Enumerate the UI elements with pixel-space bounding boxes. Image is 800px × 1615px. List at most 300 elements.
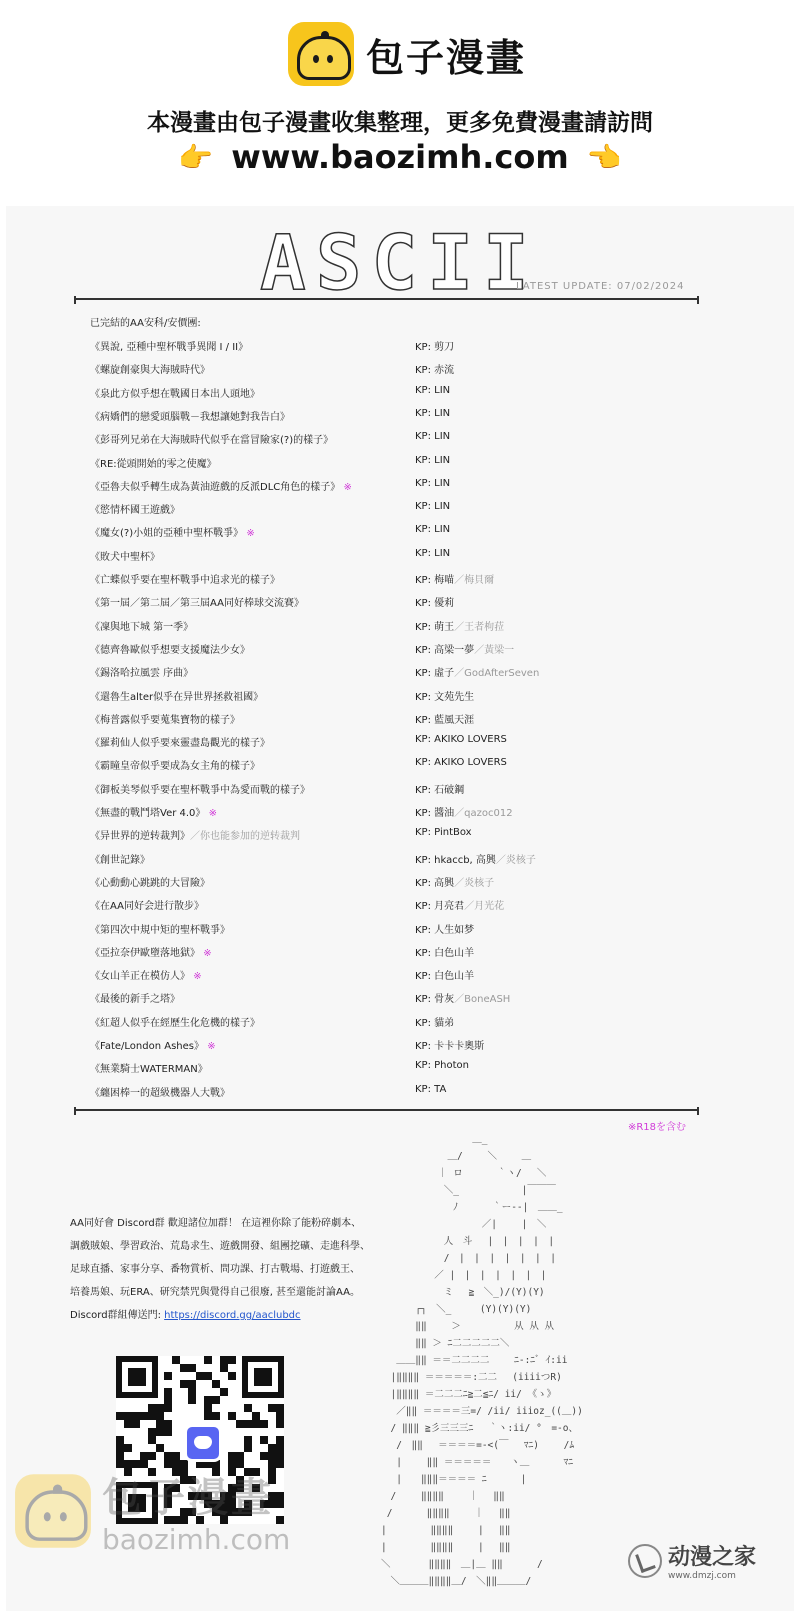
entry-title (90, 1014, 260, 1029)
entry-kp (415, 1014, 454, 1029)
ascii-title: ASCII (260, 218, 539, 307)
entry-title-text: 《螺旋創豪與大海賊時代》 (90, 365, 210, 377)
entry-kp (415, 594, 454, 609)
pointing-left-icon: 👈 (586, 140, 622, 174)
ascii-art-text (381, 1134, 583, 1587)
ascii-art-line: / ‖‖‖‖ ｜ ‖‖ (381, 1491, 505, 1502)
qr-module (156, 1404, 164, 1412)
entry-kp (415, 664, 539, 679)
watermark-bun-icon (15, 1474, 91, 1548)
entry-kp-text: KP: 萌王 (415, 621, 455, 633)
entry-title-text: 《紅超人似乎在經歷生化危機的樣子》 (90, 1017, 260, 1029)
entry-kp (415, 827, 472, 838)
entry-title-text: 《第四次中規中矩的聖杯戰爭》 (90, 924, 230, 936)
qr-module (132, 1420, 140, 1428)
latest-update: LATEST UPDATE: 07/02/2024 (516, 281, 685, 292)
entry-kp-extra: ／GodAfterSeven (454, 668, 540, 680)
qr-module (212, 1380, 220, 1388)
entry-kp-text: KP: 石破鋼 (415, 784, 465, 796)
r18-mark: ※ (343, 481, 352, 493)
entry-row[interactable] (90, 1060, 690, 1080)
qr-module (220, 1388, 228, 1396)
qr-module (276, 1404, 284, 1412)
entry-row[interactable] (90, 385, 690, 405)
watermark-url: baozimh.com (102, 1523, 291, 1556)
entry-title-text: 《御板美琴似乎要在聖杯戰爭中為愛而戰的樣子》 (90, 784, 310, 796)
corner-url: www.dmzj.com (668, 1571, 736, 1581)
entry-kp (415, 897, 504, 912)
entry-title-text: 《在AA同好会进行散步》 (90, 901, 204, 913)
entry-kp (415, 967, 474, 982)
entry-row[interactable] (90, 1037, 690, 1057)
site-notice: 本漫畫由包子漫畫收集整理，更多免費漫畫請訪問 (147, 110, 653, 136)
ascii-art-line: |‖‖‖‖ ＝二二二ﾆ≧二≦ﾆ/ ii/ 《ゝ》 (381, 1389, 557, 1400)
entry-title-text: 《异世界的逆转裁判》 (90, 831, 190, 843)
entry-title (90, 1060, 208, 1075)
qr-module (276, 1444, 284, 1452)
entry-row[interactable] (90, 501, 690, 521)
entry-kp (415, 455, 450, 466)
entry-title (90, 431, 333, 446)
qr-module (212, 1396, 220, 1404)
qr-module (164, 1396, 172, 1404)
entry-kp (415, 851, 536, 866)
entry-kp-extra: ／黃梁一 (474, 644, 515, 656)
qr-module (236, 1452, 244, 1460)
entry-title-text: 《心動動心跳跳的大冒險》 (90, 877, 210, 889)
qr-module (244, 1420, 252, 1428)
ascii-art-line: | ‖‖‖＝＝＝＝ ﾆ | (381, 1474, 527, 1485)
site-url-row (0, 138, 800, 176)
entry-kp (415, 711, 474, 726)
entry-kp (415, 757, 507, 768)
entry-row[interactable] (90, 478, 690, 498)
qr-module (204, 1356, 212, 1364)
entry-kp (415, 408, 450, 419)
entry-kp-text: KP: 藍風天涯 (415, 714, 475, 726)
entry-kp-text: KP: LIN (415, 431, 451, 443)
entry-title (90, 1084, 230, 1099)
ascii-art-line: | ‖‖‖‖ | ‖‖ (381, 1542, 511, 1553)
entry-kp (415, 990, 510, 1005)
entry-kp (415, 501, 450, 512)
r18-mark: ※ (203, 947, 212, 959)
entry-kp-extra: ／炎核子 (495, 854, 536, 866)
entry-row[interactable] (90, 618, 690, 638)
entry-kp-text: KP: LIN (415, 407, 451, 419)
qr-module (156, 1420, 164, 1428)
entry-title-text: 《RE:從頭開始的零之使魔》 (90, 458, 217, 470)
entry-kp (415, 431, 450, 442)
qr-module (204, 1412, 212, 1420)
qr-module (148, 1452, 156, 1460)
entry-kp (415, 478, 450, 489)
qr-module (156, 1428, 164, 1436)
entry-kp (415, 338, 454, 353)
entry-title (90, 874, 210, 889)
entry-kp-extra: ／梅貝爾 (454, 575, 495, 586)
entry-title-extra: ／你也能参加的逆转裁判 (190, 831, 300, 843)
entry-row[interactable] (90, 1084, 690, 1104)
qr-module (276, 1436, 284, 1444)
entry-title-text: 《創世記錄》 (90, 854, 150, 866)
entry-kp (415, 804, 513, 819)
corner-watermark (628, 1540, 756, 1581)
ascii-art-line: ／ | | | | | | | (381, 1270, 547, 1281)
entry-kp (415, 921, 474, 936)
entry-kp-text: KP: 月亮君 (415, 901, 465, 913)
ascii-art-line: ミ ≧ ＼_)/(Y)(Y) (381, 1287, 545, 1298)
entry-row[interactable] (90, 548, 690, 568)
entry-title (90, 944, 212, 959)
entry-title (90, 548, 160, 563)
entry-title-text: 《泉此方似乎想在戰國日本出人頭地》 (90, 388, 260, 400)
qr-module (260, 1436, 268, 1444)
entry-kp-text: KP: 梅喵 (415, 575, 455, 586)
entry-row[interactable] (90, 338, 690, 358)
entry-kp-text: KP: LIN (415, 524, 451, 536)
qr-module (164, 1420, 172, 1428)
entry-title (90, 455, 217, 470)
entry-title-text: 《凜與地下城 第一季》 (90, 621, 194, 633)
qr-module (124, 1412, 132, 1420)
entry-title-text: 《梅普露似乎要蒐集寶物的樣子》 (90, 714, 240, 726)
entry-title-text: 《Fate/London Ashes》 (90, 1041, 204, 1052)
entry-row[interactable] (90, 921, 690, 941)
entry-kp (415, 641, 514, 656)
entry-kp (415, 1060, 469, 1071)
entry-kp-text: KP: 剪刀 (415, 342, 455, 353)
entry-title-text: 《敗犬中聖杯》 (90, 551, 160, 563)
entry-title (90, 781, 310, 796)
qr-module (132, 1412, 140, 1420)
entry-title-text: 《最後的新手之塔》 (90, 994, 180, 1006)
ascii-art-line: | ‖‖ ＝＝＝＝＝ ヽ＿ ﾏﾆ (381, 1457, 574, 1468)
bun-mascot-icon (288, 22, 354, 86)
top-divider (74, 298, 699, 300)
content-panel (6, 206, 794, 1611)
entry-title (90, 524, 255, 539)
ascii-art-line: ＼ ‖‖‖‖ ＿|＿ ‖‖ / (381, 1559, 543, 1570)
entry-kp-text: KP: LIN (415, 501, 451, 513)
entry-kp (415, 524, 450, 535)
entry-kp-text: KP: hkaccb, 高興 (415, 854, 496, 866)
qr-module (180, 1364, 188, 1372)
qr-module (188, 1364, 196, 1372)
entry-row[interactable] (90, 1014, 690, 1034)
qr-module (252, 1412, 260, 1420)
entry-row[interactable] (90, 781, 690, 801)
entry-kp (415, 688, 474, 703)
qr-module (140, 1452, 148, 1460)
pointing-right-icon: 👉 (178, 140, 214, 174)
entry-row[interactable] (90, 944, 690, 964)
entry-row[interactable] (90, 361, 690, 381)
entry-row[interactable] (90, 804, 690, 824)
entry-kp-text: KP: LIN (415, 547, 451, 559)
r18-mark: ※ (207, 1041, 216, 1052)
entry-title (90, 571, 280, 586)
entry-kp (415, 874, 494, 889)
entry-title-text: 《女山羊正在模仿人》 (90, 971, 190, 983)
entry-kp-text: KP: AKIKO LOVERS (415, 757, 507, 769)
entry-title (90, 594, 304, 609)
entry-title (90, 408, 290, 423)
ascii-art-line: |‖‖‖‖ ＝＝＝＝＝:二二 (iiiiつR) (381, 1372, 562, 1383)
entry-row[interactable] (90, 897, 690, 917)
entry-kp (415, 734, 507, 745)
qr-module (140, 1412, 148, 1420)
qr-module (164, 1452, 172, 1460)
entry-kp-text: KP: 虛子 (415, 668, 455, 680)
qr-module (188, 1388, 196, 1396)
entry-kp-text: KP: AKIKO LOVERS (415, 734, 507, 746)
qr-module (124, 1420, 132, 1428)
entry-title (90, 688, 263, 703)
entry-title (90, 641, 250, 656)
discord-line: 調戲賊娘、學習政治、荒島求生、遊戲開發、組團挖礦、走進科學、 (70, 1241, 370, 1252)
qr-module (268, 1452, 276, 1460)
entry-row[interactable] (90, 827, 690, 847)
entry-row[interactable] (90, 734, 690, 754)
ascii-art-line: ‖‖ ＞ ﾆ二二二二二＼ (381, 1338, 510, 1349)
entry-title (90, 478, 352, 493)
entry-title-text: 《亞魯夫似乎轉生成為黃油遊戲的反派DLC角色的樣子》 (90, 481, 341, 493)
qr-module (116, 1412, 124, 1420)
entry-row[interactable] (90, 967, 690, 987)
brand-name: 包子漫畫 (366, 35, 527, 80)
entry-title-text: 《羅莉仙人似乎要來靈盡島觀光的樣子》 (90, 738, 270, 750)
entry-kp-text: KP: 骨灰 (415, 994, 455, 1006)
discord-line: 足球直播、家事分享、番物賞析、問功課、打古戰場、打遊戲王、 (70, 1264, 360, 1275)
entry-row[interactable] (90, 851, 690, 871)
entry-row[interactable] (90, 408, 690, 428)
entry-title (90, 921, 230, 936)
ascii-art-line: ＿_ (381, 1134, 488, 1145)
ascii-art-line: / ‖‖‖ ≧彡三三三ﾆ ｀ヽ:ii/ ° =-o、 (381, 1423, 578, 1434)
entry-row[interactable] (90, 431, 690, 451)
entry-kp-extra: ／炎核子 (454, 877, 495, 889)
entry-kp-text: KP: 優莉 (415, 598, 455, 610)
watermark-name: 包子漫畫 (102, 1475, 274, 1521)
qr-module (268, 1404, 276, 1412)
entry-kp-text: KP: LIN (415, 477, 451, 489)
qr-module (228, 1356, 236, 1364)
corner-name: 动漫之家 (668, 1545, 757, 1570)
entry-title (90, 990, 180, 1005)
qr-finder (242, 1356, 284, 1398)
entry-row[interactable] (90, 524, 690, 544)
site-header (0, 0, 800, 202)
qr-module (276, 1452, 284, 1460)
entry-row[interactable] (90, 455, 690, 475)
watermark (20, 1466, 290, 1556)
qr-module (236, 1420, 244, 1428)
entry-title-text: 《慾情杯國王遊戲》 (90, 505, 180, 517)
ascii-art-line: ＼＿＿＿‖‖‖‖＿/ ＼‖‖＿＿＿/ (381, 1576, 532, 1587)
entry-title (90, 1037, 216, 1052)
qr-module (164, 1372, 172, 1380)
entry-title (90, 827, 300, 842)
ascii-art-line: / ‖‖ ＝＝＝＝=-<(￣ ﾏﾆ) /ﾑ (381, 1440, 575, 1451)
ascii-art-line: ┌┐ ＼_ (Y)(Y)(Y) (381, 1304, 532, 1315)
entry-kp-text: KP: 人生如梦 (415, 924, 475, 936)
entry-title-text: 《德齊魯歐似乎想要支援魔法少女》 (90, 644, 250, 656)
qr-module (180, 1380, 188, 1388)
entry-kp-text: KP: TA (415, 1083, 447, 1095)
entry-title-text: 《異說, 亞種中聖杯戰爭異聞 I / II》 (90, 342, 249, 353)
ascii-art-illustration (381, 1128, 691, 1598)
qr-module (228, 1412, 236, 1420)
qr-module (148, 1412, 156, 1420)
ascii-art-line: / ‖‖‖‖ ｜ ‖‖ (381, 1508, 511, 1519)
entry-title (90, 897, 204, 912)
qr-module (148, 1428, 156, 1436)
entry-kp-text: KP: 白色山羊 (415, 947, 475, 959)
qr-module (276, 1420, 284, 1428)
qr-module (164, 1388, 172, 1396)
entry-kp (415, 548, 450, 559)
entry-kp-text: KP: Photon (415, 1060, 469, 1072)
entry-title (90, 618, 193, 633)
entry-kp-text: KP: 高興 (415, 877, 455, 889)
ascii-art-line: ／‖‖ ＝＝＝＝三=/ /ii/ iiioz_((＿)) (381, 1406, 583, 1417)
entry-kp (415, 1037, 484, 1052)
qr-module (196, 1372, 204, 1380)
r18-mark: ※ (193, 971, 202, 983)
qr-module (156, 1444, 164, 1452)
entry-title-text: 《亞拉奈伊歐墮落地獄》 (90, 947, 200, 959)
qr-module (260, 1420, 268, 1428)
discord-line: 培養馬娘、玩ERA、研究禁咒與覺得自己很廢, 甚至還能討論AA。 (70, 1287, 361, 1298)
entry-title-text: 《第一屆／第二屆／第三屆AA同好棒球交流賽》 (90, 598, 304, 610)
entry-row[interactable] (90, 571, 690, 591)
qr-module (172, 1452, 180, 1460)
entry-title-text: 《纏困棒一的超級機器人大戰》 (90, 1087, 230, 1099)
entry-kp-text: KP: 白色山羊 (415, 971, 475, 983)
entry-row[interactable] (90, 874, 690, 894)
qr-module (228, 1452, 236, 1460)
qr-module (204, 1404, 212, 1412)
entry-row[interactable] (90, 757, 690, 777)
entry-kp (415, 1084, 446, 1095)
entry-kp-text: KP: LIN (415, 454, 451, 466)
entry-title-text: 《病嬌們的戀愛頭腦戰－我想讓她對我告白》 (90, 411, 290, 423)
qr-module (124, 1444, 132, 1452)
entry-kp (415, 618, 504, 633)
qr-module (252, 1420, 260, 1428)
qr-module (148, 1404, 156, 1412)
ascii-art-line: ＿＿‖‖ ＝＝二二二二 ﾆ-:ﾆﾞ ｲ:ii (381, 1355, 568, 1366)
discord-icon (184, 1424, 222, 1462)
entry-title (90, 851, 150, 866)
qr-module (116, 1452, 124, 1460)
entry-row[interactable] (90, 641, 690, 661)
entry-row[interactable] (90, 711, 690, 731)
qr-module (116, 1436, 124, 1444)
qr-module (204, 1396, 212, 1404)
qr-module (220, 1364, 228, 1372)
entry-row[interactable] (90, 664, 690, 684)
ascii-art-line: ‖‖ ＞ 从 从 从 (381, 1321, 555, 1332)
discord-invite (70, 1212, 390, 1327)
entry-kp (415, 385, 450, 396)
entry-row[interactable] (90, 990, 690, 1010)
qr-module (244, 1436, 252, 1444)
site-url-link[interactable]: www.baozimh.com (231, 138, 569, 176)
entry-kp-extra: ／qazoc012 (454, 808, 513, 819)
entry-title (90, 361, 210, 376)
r18-mark: ※ (246, 528, 255, 540)
entry-title-text: 《無盡的戰鬥塔Ver 4.0》 (90, 808, 206, 819)
entry-kp (415, 781, 464, 796)
entry-title (90, 804, 217, 819)
qr-module (116, 1444, 124, 1452)
ascii-art-line: ﾉ ｀ー--| ＿＿_ (381, 1202, 563, 1213)
ascii-art-line: / | | | | | | | (381, 1253, 556, 1264)
entry-kp-text: KP: 高梁一夢 (415, 644, 475, 656)
entry-title-text: 《還魯生alter似乎在异世界拯救祖國》 (90, 691, 264, 703)
qr-module (260, 1452, 268, 1460)
qr-module (164, 1404, 172, 1412)
qr-module (188, 1396, 196, 1404)
qr-module (268, 1444, 276, 1452)
entry-title (90, 734, 270, 749)
qr-module (204, 1372, 212, 1380)
entry-title (90, 501, 180, 516)
entry-title-text: 《亡蝶似乎要在聖杯戰爭中追求光的樣子》 (90, 575, 280, 586)
entry-title-text: 《無業騎士WATERMAN》 (90, 1064, 208, 1076)
entry-kp-text: KP: LIN (415, 384, 451, 396)
qr-module (212, 1412, 220, 1420)
discord-line: AA同好會 Discord群 歡迎諸位加群！ 在這裡你除了能粉碎劇本、 (70, 1218, 362, 1229)
entry-title (90, 385, 260, 400)
qr-module (244, 1444, 252, 1452)
r18-note: ※R18を含む (627, 1122, 686, 1133)
qr-module (276, 1412, 284, 1420)
qr-module (188, 1380, 196, 1388)
entry-kp-text: KP: 文苑先生 (415, 691, 475, 703)
qr-module (148, 1436, 156, 1444)
entry-title (90, 711, 240, 726)
entry-title (90, 757, 260, 772)
entry-row[interactable] (90, 594, 690, 614)
discord-link[interactable]: https://discord.gg/aaclubdc (164, 1310, 301, 1321)
dmzj-logo-icon (628, 1544, 662, 1578)
entry-kp (415, 361, 454, 376)
bottom-divider (74, 1109, 699, 1111)
entry-kp-text: KP: 貓弟 (415, 1017, 455, 1029)
entry-kp-text: KP: 赤流 (415, 365, 455, 377)
entry-row[interactable] (90, 688, 690, 708)
entry-title-text: 《彭哥列兄弟在大海賊時代似乎在當冒險家(?)的樣子》 (90, 435, 334, 447)
entry-kp-text: KP: 醬油 (415, 808, 455, 819)
entry-title (90, 967, 202, 982)
qr-module (156, 1412, 164, 1420)
entry-title-text: 《錫洛哈拉風雲 序曲》 (90, 668, 194, 680)
entry-title (90, 338, 248, 353)
qr-module (172, 1356, 180, 1364)
discord-link-row (70, 1304, 390, 1327)
qr-module (164, 1428, 172, 1436)
ascii-art-line: ＼_ |￣￣￣ (381, 1185, 556, 1196)
entry-kp-extra: ／月光花 (464, 901, 505, 913)
brand-logo[interactable] (288, 22, 526, 86)
qr-module (244, 1404, 252, 1412)
entry-title (90, 664, 193, 679)
ascii-art-line: ｜ ロ ｀ヽ/ ＼ (381, 1168, 547, 1179)
ascii-art-line: 人 斗 | | | | | (381, 1236, 555, 1247)
